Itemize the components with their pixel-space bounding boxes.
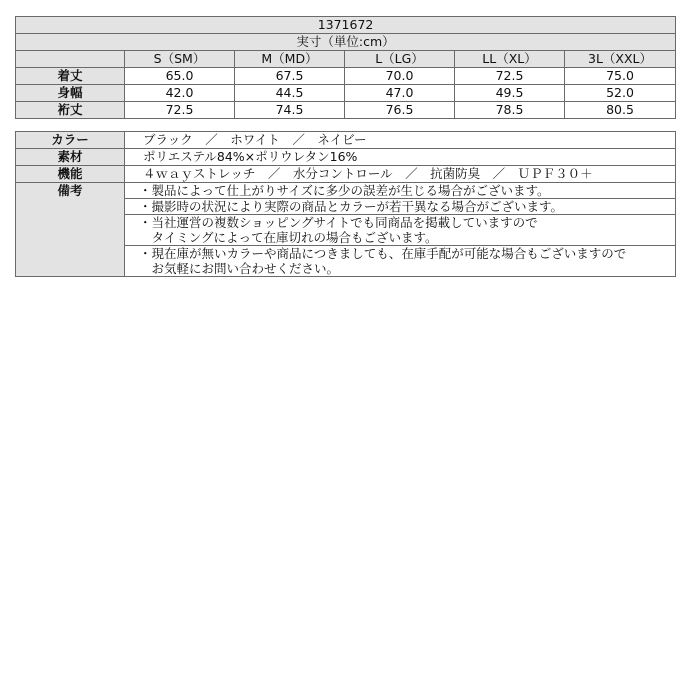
- size-cell: 72.5: [455, 68, 565, 85]
- size-column-header: 3L（XXL）: [565, 51, 676, 68]
- size-header-row: [16, 51, 676, 68]
- size-cell: 65.0: [125, 68, 235, 85]
- size-cell: 42.0: [125, 85, 235, 102]
- size-column-header: LL（XL）: [455, 51, 565, 68]
- size-row-label: 裄丈: [16, 102, 125, 119]
- spec-label-function: 機能: [16, 166, 125, 183]
- spec-label-color: カラー: [16, 132, 125, 149]
- spec-row-function: [16, 166, 676, 183]
- size-cell: 49.5: [455, 85, 565, 102]
- size-cell: 67.5: [235, 68, 345, 85]
- spec-value-function: ４ｗａｙストレッチ ／ 水分コントロール ／ 抗菌防臭 ／ ＵＰＦ３０＋: [125, 166, 676, 183]
- note-item: ・製品によって仕上がりサイズに多少の誤差が生じる場合がございます。: [125, 183, 676, 199]
- size-row-label: 着丈: [16, 68, 125, 85]
- size-header-corner: [16, 51, 125, 68]
- size-cell: 52.0: [565, 85, 676, 102]
- size-table: [15, 16, 676, 119]
- size-row-label: 身幅: [16, 85, 125, 102]
- size-cell: 80.5: [565, 102, 676, 119]
- size-column-header: S（SM）: [125, 51, 235, 68]
- size-cell: 78.5: [455, 102, 565, 119]
- note-item: ・当社運営の複数ショッピングサイトでも同商品を掲載していますので タイミングによって在庫切れの場合もございます。: [125, 215, 676, 246]
- unit-caption: 実寸（単位:cm）: [16, 34, 676, 51]
- size-cell: 76.5: [345, 102, 455, 119]
- size-cell: 47.0: [345, 85, 455, 102]
- spec-row-color: [16, 132, 676, 149]
- spec-value-material: ポリエステル84%×ポリウレタン16%: [125, 149, 676, 166]
- size-column-header: M（MD）: [235, 51, 345, 68]
- size-cell: 70.0: [345, 68, 455, 85]
- size-row-length: [16, 68, 676, 85]
- spec-table: [15, 131, 676, 277]
- size-row-width: [16, 85, 676, 102]
- spec-label-material: 素材: [16, 149, 125, 166]
- size-row-sleeve: [16, 102, 676, 119]
- spec-value-color: ブラック ／ ホワイト ／ ネイビー: [125, 132, 676, 149]
- size-column-header: L（LG）: [345, 51, 455, 68]
- spec-label-notes: 備考: [16, 183, 125, 277]
- size-cell: 74.5: [235, 102, 345, 119]
- spec-row-notes: [16, 183, 676, 199]
- note-item: ・現在庫が無いカラーや商品につきましても、在庫手配が可能な場合もございますので お気軽にお問い合わせください。: [125, 246, 676, 277]
- note-item: ・撮影時の状況により実際の商品とカラーが若干異なる場合がございます。: [125, 199, 676, 215]
- size-cell: 44.5: [235, 85, 345, 102]
- size-cell: 75.0: [565, 68, 676, 85]
- size-cell: 72.5: [125, 102, 235, 119]
- spec-row-material: [16, 149, 676, 166]
- product-code: 1371672: [16, 17, 676, 34]
